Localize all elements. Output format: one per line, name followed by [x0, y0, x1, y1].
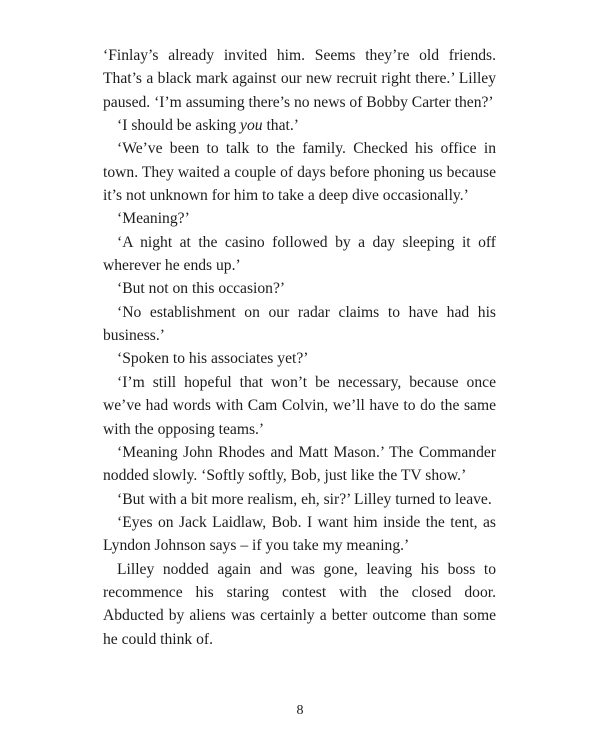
- paragraph: ‘But not on this occasion?’: [117, 280, 286, 298]
- emphasized-word: you: [240, 117, 263, 135]
- paragraph: ‘We’ve been to talk to the family. Checked his office in town. They waited a couple of days before phoning us because it’s not unknown for him to take a deep dive occasionally.’: [103, 140, 496, 205]
- paragraph: ‘But with a bit more realism, eh, sir?’ Lilley turned to leave.: [117, 490, 492, 508]
- body-text: [103, 44, 496, 651]
- paragraph: ‘A night at the casino followed by a day sleeping it off wherever he ends up.’: [103, 233, 496, 275]
- paragraph-text: that.’: [262, 117, 299, 135]
- paragraph: ‘Finlay’s already invited him. Seems they’re old friends. That’s a black mark against our new recruit right there.’ Lilley paused. ‘I’m assuming there’s no news of Bobby Carter then?’: [103, 47, 496, 111]
- paragraph: ‘No establishment on our radar claims to have had his business.’: [103, 303, 496, 345]
- paragraph: ‘Meaning?’: [117, 210, 190, 228]
- paragraph: [103, 114, 496, 137]
- page-number: 8: [296, 703, 304, 718]
- paragraph: ‘Meaning John Rhodes and Matt Mason.’ The Commander nodded slowly. ‘Softly softly, Bob, just like the TV show.’: [103, 443, 496, 485]
- paragraph: ‘I’m still hopeful that won’t be necessary, because once we’ve had words with Cam Colvin, we’ll have to do the same with the opposing teams.’: [103, 373, 496, 438]
- paragraph: ‘Spoken to his associates yet?’: [117, 350, 309, 368]
- paragraph: ‘Eyes on Jack Laidlaw, Bob. I want him inside the tent, as Lyndon Johnson says – if you take my meaning.’: [103, 513, 496, 555]
- paragraph-text: ‘I should be asking: [117, 117, 241, 135]
- paragraph: Lilley nodded again and was gone, leaving his boss to recommence his staring contest with the closed door. Abducted by aliens was certainly a better outcome than some he could think of.: [103, 560, 496, 648]
